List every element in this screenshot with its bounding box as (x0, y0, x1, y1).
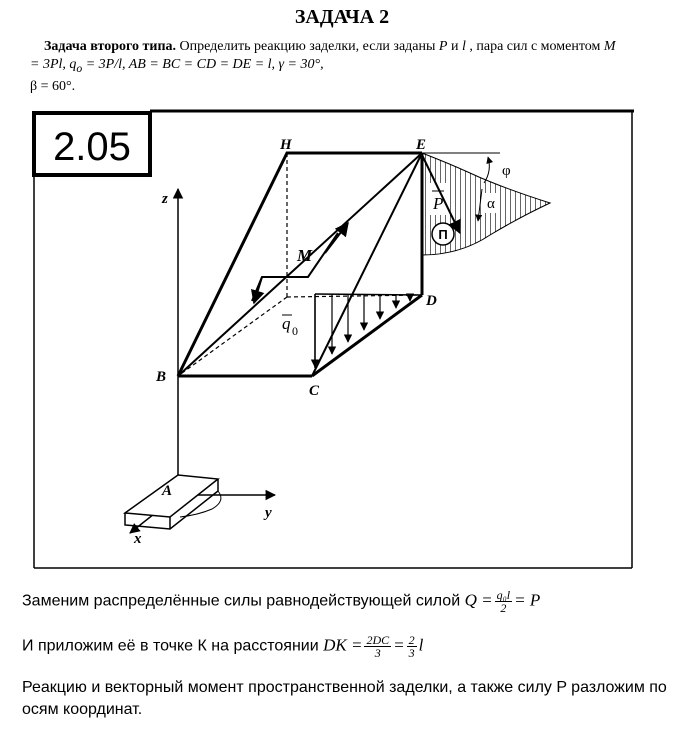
label-q0-sub: 0 (292, 324, 298, 338)
solution-q-fraction (495, 589, 513, 614)
label-b: B (156, 369, 167, 385)
solution-dk-num-1: 2DC (366, 633, 390, 647)
problem-p: P (438, 39, 448, 54)
rod-e-c (312, 153, 422, 376)
problem-m: M (603, 39, 616, 54)
label-x: x (134, 531, 142, 547)
couple-moment-symbol (252, 233, 338, 301)
problem-statement (30, 38, 674, 96)
label-d: D (426, 293, 437, 309)
solution-dk-eq: = (393, 635, 405, 655)
mechanics-figure (30, 105, 640, 570)
problem-line-2b: = 3P/l, AB = BC = CD = DE = l, γ = 30°, (82, 57, 324, 72)
label-p: P (433, 194, 444, 213)
problem-line-2: = 3Pl, q (30, 57, 77, 72)
load-top-line (315, 294, 422, 295)
label-z: z (162, 191, 168, 207)
rod-d-c (312, 295, 422, 376)
solution-dk-num-2: 2 (408, 633, 415, 647)
solution-dk-rhs: l (418, 635, 424, 655)
solution-line-1-text: Заменим распределённые силы равнодействующей силой (22, 592, 465, 610)
problem-l: l (461, 39, 466, 54)
solution-q-rhs: = P (514, 590, 541, 610)
page-title: ЗАДАЧА 2 (294, 6, 390, 28)
problem-text-1: Определить реакцию заделки, если заданы (176, 39, 439, 54)
solution-line-2-text: И приложим её в точке К на расстоянии (22, 637, 324, 655)
label-phi: φ (502, 163, 511, 179)
problem-and: и (447, 39, 462, 54)
solution-dk-den-1: 3 (374, 646, 381, 660)
label-m: M (297, 246, 313, 265)
figure-number: 2.05 (53, 125, 131, 169)
label-h: H (280, 137, 292, 153)
label-a: A (162, 483, 173, 499)
edge-hidden-2 (178, 297, 287, 376)
label-c: C (309, 383, 320, 399)
problem-line-3: β = 60°. (30, 78, 76, 94)
solution-line-1 (22, 589, 672, 614)
solution-dk-lhs: DK = (323, 635, 363, 655)
solution-q-num: q₀l (496, 588, 511, 602)
label-e: E (416, 137, 427, 153)
solution-q-lhs: Q = (464, 590, 493, 610)
label-y: y (265, 505, 272, 521)
solution-dk-den-2: 3 (408, 646, 415, 660)
label-alpha: α (487, 196, 495, 212)
solution-line-3: Реакцию и векторный момент пространственной заделки, а также силу P разложим по осям координат. (22, 679, 667, 718)
problem-text-2: , пара сил с моментом (465, 39, 604, 54)
problem-sub-o: o (76, 61, 83, 75)
label-pi: П (438, 227, 448, 242)
solution-line-2 (22, 634, 672, 659)
solution-q-den: 2 (500, 601, 507, 615)
problem-lead: Задача второго типа. (44, 39, 177, 54)
solution-dk-fraction-1 (364, 634, 391, 659)
solution-dk-fraction-2 (407, 634, 417, 659)
label-q0: q (282, 314, 291, 333)
